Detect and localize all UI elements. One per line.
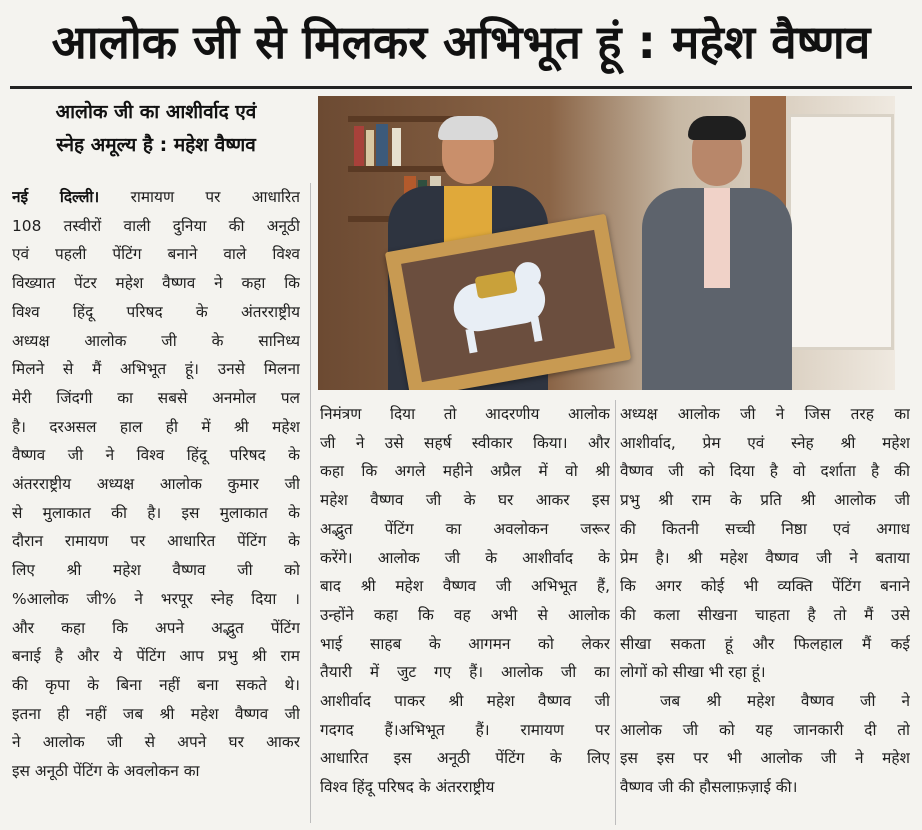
column-divider xyxy=(310,183,311,823)
dateline: नई दिल्ली। xyxy=(12,188,100,206)
article-line: की कितनी सच्ची निष्ठा एवं अगाध xyxy=(620,519,910,538)
article-line: वैष्णव जी की हौसलाफ़ज़ाई की। xyxy=(620,778,798,797)
article-line: बाद श्री महेश वैष्णव जी अभिभूत हैं, xyxy=(320,577,610,596)
article-line: लोगों को सीखा भी रहा हूं। xyxy=(620,663,766,682)
article-line: विश्व हिंदू परिषद के अंतरराष्ट्रीय xyxy=(12,302,300,321)
article-line: वैष्णव जी को दिया है वो दर्शाता है की xyxy=(620,462,910,481)
subheadline xyxy=(12,96,300,166)
article-line: इतना ही नहीं जब श्री महेश वैष्णव जी xyxy=(12,704,300,723)
article-line: मेरी जिंदगी का सबसे अनमोल पल xyxy=(12,388,300,407)
article-column-3 xyxy=(620,400,910,825)
article-line: लिए श्री महेश वैष्णव जी को xyxy=(12,561,300,580)
article-line: प्रभु श्री राम के प्रति श्री आलोक जी xyxy=(620,491,910,510)
headline: आलोक जी से मिलकर अभिभूत हूं : महेश वैष्णव xyxy=(51,15,871,69)
article-line: इस अनूठी पेंटिंग के अवलोकन का xyxy=(12,762,200,781)
article-line: कहा कि अगले महीने अप्रैल में वो श्री xyxy=(320,462,610,481)
article-line: अध्यक्ष आलोक जी के सानिध्य xyxy=(12,331,300,350)
article-line: सीखा सकता हूं और फिलहाल मैं कई xyxy=(620,634,910,653)
column-divider xyxy=(615,400,616,825)
article-line: भाई साहब के आगमन को लेकर xyxy=(320,634,610,653)
article-line: एवं पहली पेंटिंग बनाने वाले विश्व xyxy=(12,245,300,264)
article-line: अध्यक्ष आलोक जी ने जिस तरह का xyxy=(620,405,910,423)
article-line: इस इस पर भी आलोक जी ने महेश xyxy=(620,749,910,768)
article-line: की कृपा के बिना नहीं बना सकते थे। xyxy=(12,675,300,694)
article-line: आधारित इस अनूठी पेंटिंग के लिए xyxy=(320,749,610,768)
article-line: और कहा कि अपने अद्भुत पेंटिंग xyxy=(12,618,300,637)
article-line: करेंगे। आलोक जी के आशीर्वाद के xyxy=(320,548,610,567)
article-line: आशीर्वाद, प्रेम एवं स्नेह श्री महेश xyxy=(620,433,910,452)
article-line: जी ने उसे सहर्ष स्वीकार किया। और xyxy=(320,433,610,452)
article-line: से मुलाकात की है। इस मुलाकात के xyxy=(12,503,300,522)
article-line: मिलने से मैं अभिभूत हूं। उनसे मिलना xyxy=(12,360,300,379)
article-line: आलोक जी को यह जानकारी दी तो xyxy=(620,720,910,739)
article-line: %आलोक जी% ने भरपूर स्नेह दिया । xyxy=(12,589,300,608)
article-line: कि अगर कोई भी व्यक्ति पेंटिंग बनाने xyxy=(620,577,910,596)
article-line: की कला सीखना चाहता है तो मैं उसे xyxy=(620,605,910,624)
article-line: दौरान रामायण पर आधारित पेंटिंग के xyxy=(12,532,300,551)
article-column-2 xyxy=(320,400,610,825)
article-line: वैष्णव जी ने विश्व हिंदू परिषद के xyxy=(12,446,300,465)
article-column-1 xyxy=(12,183,300,823)
article-line: 108 तस्वीरों वाली दुनिया की अनूठी xyxy=(12,216,300,235)
article-line: है। दरअसल हाल ही में श्री महेश xyxy=(12,417,300,436)
article-line: विश्व हिंदू परिषद के अंतरराष्ट्रीय xyxy=(320,778,495,797)
article-line: विख्यात पेंटर महेश वैष्णव ने कहा कि xyxy=(12,274,300,293)
article-line: नई दिल्ली। रामायण पर आधारित xyxy=(12,188,300,206)
article-line: महेश वैष्णव जी के घर आकर इस xyxy=(320,491,610,510)
article-line: ने आलोक जी से अपने घर आकर xyxy=(12,733,300,752)
headline-rule xyxy=(10,86,912,89)
article-line: बनाई है और ये पेंटिंग आप प्रभु श्री राम xyxy=(12,647,300,666)
article-line: आशीर्वाद पाकर श्री महेश वैष्णव जी xyxy=(320,692,610,711)
article-line: उन्होंने कहा कि वह अभी से आलोक xyxy=(320,605,610,624)
article-line: जब श्री महेश वैष्णव जी ने xyxy=(660,692,910,711)
article-photo xyxy=(318,96,895,390)
article-line: गदगद हैं।अभिभूत हैं। रामायण पर xyxy=(320,720,610,739)
subheadline-line-1: आलोक जी का आशीर्वाद एवं xyxy=(55,101,257,123)
person-right xyxy=(618,116,808,390)
article-line: निमंत्रण दिया तो आदरणीय आलोक xyxy=(320,405,610,423)
article-line: तैयारी में जुट गए हैं। आलोक जी का xyxy=(320,663,610,682)
article-line: अंतरराष्ट्रीय अध्यक्ष आलोक कुमार जी xyxy=(12,475,300,494)
painting-canvas xyxy=(401,230,615,382)
subheadline-line-2: स्नेह अमूल्य है : महेश वैष्णव xyxy=(56,134,256,156)
article-line: अद्भुत पेंटिंग का अवलोकन जरूर xyxy=(320,519,610,538)
article-line: प्रेम है। श्री महेश वैष्णव जी ने बताया xyxy=(620,548,910,567)
